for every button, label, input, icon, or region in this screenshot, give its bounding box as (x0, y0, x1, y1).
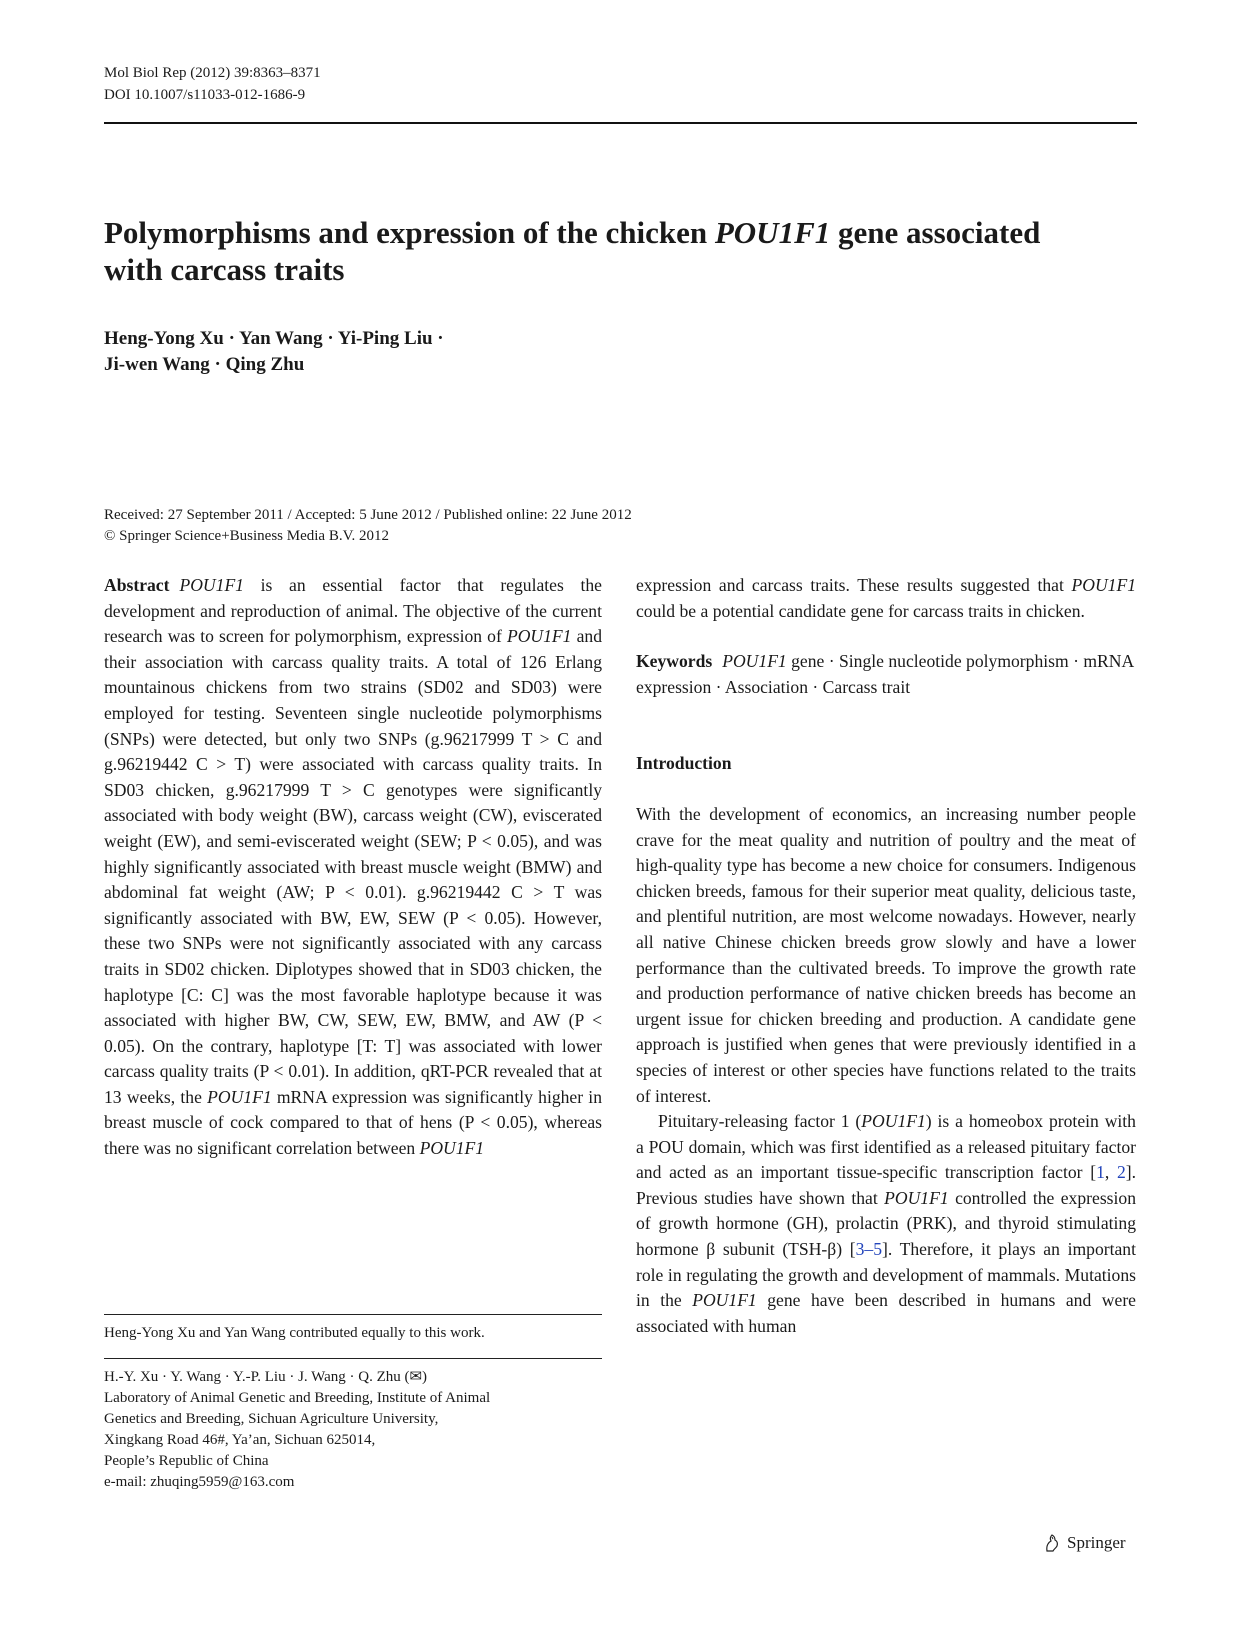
gene-name: POU1F1 (506, 626, 572, 647)
gene-name: POU1F1 (1071, 575, 1136, 595)
paragraph-text: ]. Previous studies have shown that (636, 1162, 1136, 1208)
abstract-label: Abstract (104, 575, 170, 595)
gene-name: POU1F1 (861, 1111, 926, 1132)
journal-citation: Mol Biol Rep (2012) 39:8363–8371 (104, 65, 321, 81)
paragraph-text: Pituitary-releasing factor 1 ( (658, 1111, 862, 1132)
springer-horse-icon (1043, 1533, 1061, 1553)
publication-dates (104, 505, 632, 547)
publisher-logo (1043, 1532, 1126, 1554)
left-column (104, 573, 602, 1162)
affil-line: People’s Republic of China (104, 1453, 269, 1469)
abstract-continued (636, 573, 1136, 624)
abstract (104, 573, 602, 1162)
paragraph-text: gene have been described in humans and were associated with human (636, 1290, 1136, 1336)
received-dates: Received: 27 September 2011 / Accepted: 5 June 2012 / Published online: 22 June 2012 (104, 507, 632, 523)
intro-paragraph-1: With the development of economics, an increasing number people crave for the meat quality and nutrition of poultry and the meat of high-quality type has become a new choice for consumers. Indigenous chicken breeds, famous for their superior meat quality, delicious taste, and plentiful nutrition, are most welcome nowadays. However, nearly all native Chinese chicken breeds grow slowly and have a lower performance than the cultivated breeds. To improve the growth rate and production performance of native chicken breeds has become an urgent issue for chicken breeding and production. A candidate gene approach is justified when genes that were previously identified in a species of interest or other species have functions related to the traits of interest. (636, 803, 1136, 1106)
abstract-text: could be a potential candidate gene for carcass traits in chicken. (636, 600, 1085, 621)
citation-link[interactable]: 1 (1096, 1162, 1105, 1183)
citation-separator: , (1104, 1162, 1117, 1183)
authors-line-2: Ji-wen Wang · Qing Zhu (104, 354, 305, 375)
paragraph-text: controlled the expression of growth hormone (GH), prolactin (PRK), and thyroid stimulating hormone β subunit (TSH-β) [ (636, 1187, 1136, 1260)
affil-authors: H.-Y. Xu · Y. Wang · Y.-P. Liu · J. Wang · Q. Zhu (✉) (104, 1369, 428, 1385)
affil-line: Laboratory of Animal Genetic and Breeding, Institute of Animal (104, 1390, 491, 1406)
gene-name: POU1F1 (884, 1187, 949, 1208)
affil-email[interactable]: e-mail: zhuqing5959@163.com (104, 1474, 295, 1490)
abstract-text: mRNA expression was significantly higher in breast muscle of cock compared to that of hens (P < 0.05), whereas there was no significant correlation between (104, 1086, 602, 1159)
equal-contribution-note: Heng-Yong Xu and Yan Wang contributed equally to this work. (104, 1325, 485, 1341)
keywords-text: gene · Single nucleotide polymorphism · mRNA expression · Association · Carcass trait (636, 651, 1134, 697)
keywords-label: Keywords (636, 651, 713, 672)
header-rule (104, 122, 1137, 124)
paragraph-text: ) is a homeobox protein with a POU domain, which was first identified as a released pituitary factor and acted as an important tissue-specific transcription factor [ (636, 1111, 1136, 1183)
abstract-text: expression and carcass traits. These results suggested that (636, 575, 1072, 595)
affil-line: Xingkang Road 46#, Ya’an, Sichuan 625014, (104, 1432, 376, 1448)
citation-link[interactable]: 2 (1116, 1162, 1126, 1183)
section-heading-introduction: Introduction (636, 753, 732, 774)
footnote-rule-2 (104, 1358, 602, 1359)
title-gene: POU1F1 (714, 215, 831, 250)
gene-name: POU1F1 (419, 1138, 485, 1159)
right-column (636, 573, 1136, 1339)
gene-name: POU1F1 (179, 575, 244, 595)
paper-title (104, 214, 1104, 288)
title-text-end: gene associated with carcass traits (104, 215, 1041, 287)
keywords (636, 649, 1136, 700)
title-text: Polymorphisms and expression of the chicken (104, 215, 715, 250)
citation-link[interactable]: 3–5 (855, 1239, 883, 1260)
affiliation-block (104, 1367, 602, 1493)
abstract-text: is an essential factor that regulates the development and reproduction of animal. The objective of the current research was to screen for polymorphism, expression of (104, 575, 602, 647)
author-list (104, 326, 444, 378)
journal-header (104, 62, 321, 106)
gene-name: POU1F1 (692, 1290, 757, 1311)
authors-line-1: Heng-Yong Xu · Yan Wang · Yi-Ping Liu · (104, 328, 444, 349)
footnote-rule (104, 1314, 602, 1315)
gene-name: POU1F1 (722, 651, 787, 672)
copyright: © Springer Science+Business Media B.V. 2012 (104, 528, 389, 544)
paragraph-text: ]. Therefore, it plays an important role in regulating the growth and development of mammals. Mutations in the (636, 1239, 1136, 1311)
abstract-text: and their association with carcass quality traits. A total of 126 Erlang mountainous chickens from two strains (SD02 and SD03) were employed for testing. Seventeen single nucleotide polymorphisms (SNPs) were detected, but only two SNPs (g.96217999 T > C and g.96219442 C > T) were associated with carcass quality traits. In SD03 chicken, g.96217999 T > C genotypes were significantly associated with body weight (BW), carcass weight (CW), eviscerated weight (EW), and semi-eviscerated weight (SEW; P < 0.05), and was highly significantly associated with breast muscle weight (BMW) and abdominal fat weight (AW; P < 0.01). g.96219442 C > T was significantly associated with BW, EW, SEW (P < 0.05). However, these two SNPs were not significantly associated with any carcass traits in SD02 chicken. Diplotypes showed that in SD03 chicken, the haplotype [C: C] was the most favorable haplotype because it was associated with higher BW, CW, SEW, EW, BMW, and AW (P < 0.05). On the contrary, haplotype [T: T] was associated with lower carcass quality traits (P < 0.01). In addition, qRT-PCR revealed that at 13 weeks, the (104, 626, 602, 1107)
gene-name: POU1F1 (207, 1086, 272, 1107)
affil-line: Genetics and Breeding, Sichuan Agriculture University, (104, 1411, 439, 1427)
intro-paragraph-2 (636, 1109, 1136, 1339)
publisher-name: Springer (1067, 1533, 1126, 1552)
doi: DOI 10.1007/s11033-012-1686-9 (104, 87, 306, 103)
